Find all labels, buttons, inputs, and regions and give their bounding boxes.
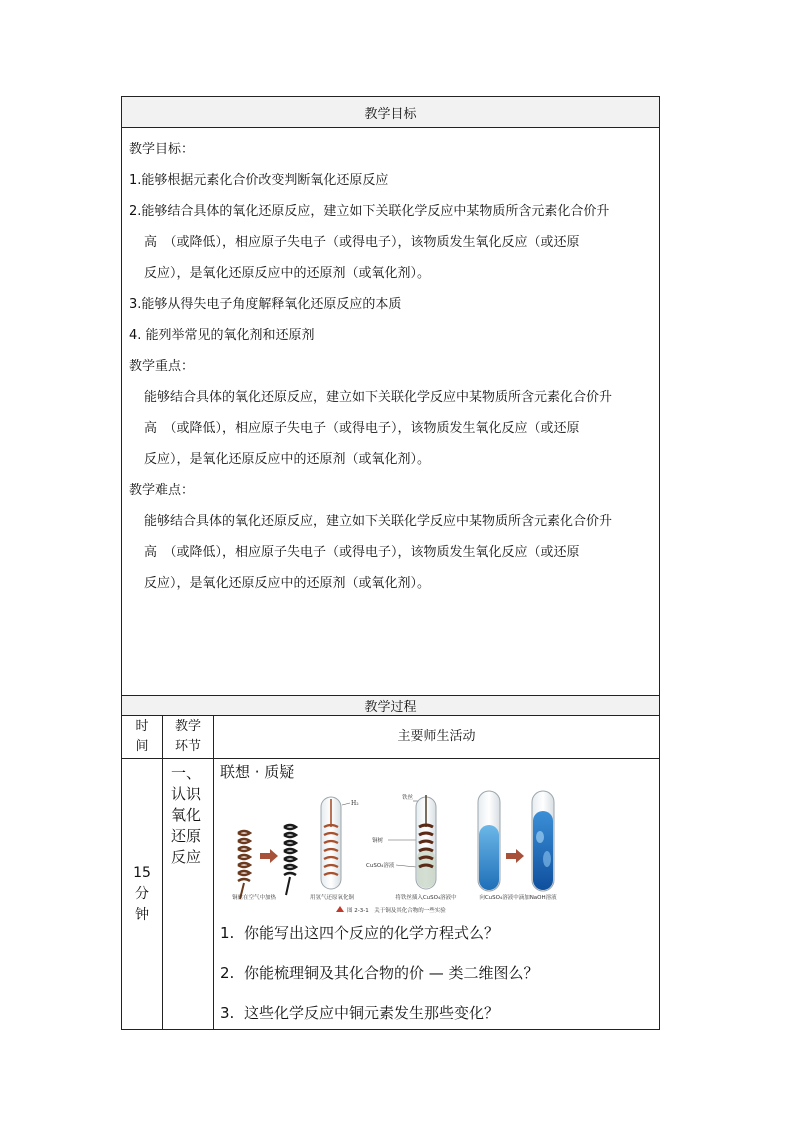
difficulties-line-1: 能够结合具体的氧化还原反应，建立如下关联化学反应中某物质所含元素化合价升 [144, 514, 613, 529]
label-iron-wire: 铁丝 [402, 795, 414, 801]
lesson-plan-table [121, 96, 660, 1030]
label-cuso4-solution: CuSO₄溶液 [366, 863, 395, 869]
process-header: 教学过程 [122, 696, 660, 716]
question-item-1: 1. 你能写出这四个反应的化学方程式么？ [220, 924, 500, 942]
arrow-right-icon [260, 849, 278, 863]
copper-coil-black-icon [284, 825, 296, 895]
phase-cell: 一、 认识 氧化 还原 反应 [163, 759, 214, 1030]
key-points-line-2: 高 （或降低），相应原子失电子（或得电子），该物质发生氧化反应（或还原 [144, 421, 580, 436]
question-list [220, 923, 659, 1024]
difficulties-label: 教学难点： [129, 483, 195, 498]
goals-label: 教学目标： [129, 142, 195, 157]
difficulties-line-3: 反应），是氧化还原反应中的还原剂（或氧化剂）。 [144, 576, 431, 591]
time-cell: 15 分 钟 [122, 759, 163, 1030]
lesson-plan-sheet [121, 96, 659, 1030]
goal-item-1: 1.能够根据元素化合价改变判断氧化还原反应 [129, 173, 389, 188]
figure-marker-icon [336, 906, 344, 912]
caption-2: 用氢气还原氧化铜 [309, 895, 355, 901]
goal-item-4: 4. 能列举常见的氧化剂和还原剂 [129, 328, 315, 343]
column-header-main-activities: 主要师生活动 [214, 716, 660, 759]
label-h2: H₂ [351, 800, 359, 807]
test-tube-hydrogen-icon [321, 797, 350, 889]
label-copper-tree: 铜树 [372, 838, 384, 844]
difficulties-line-2: 高 （或降低），相应原子失电子（或得电子），该物质发生氧化反应（或还原 [144, 545, 580, 560]
test-tube-cuso4-blue-icon [478, 791, 500, 891]
key-points-label: 教学重点： [129, 359, 195, 374]
figure-title: 图 2-3-1 关于铜及其化合物的一些实验 [347, 908, 446, 913]
copper-experiments-figure [220, 787, 580, 913]
objectives-body [122, 128, 660, 696]
question-item-2: 2. 你能梳理铜及其化合物的价 — 类二维图么？ [220, 964, 539, 982]
question-item-3: 3. 这些化学反应中铜元素发生那些变化？ [220, 1004, 500, 1022]
key-points-line-3: 反应），是氧化还原反应中的还原剂（或氧化剂）。 [144, 452, 431, 467]
copper-coil-brown-icon [238, 831, 250, 899]
goal-item-2-line-2: 高 （或降低），相应原子失电子（或得电子），该物质发生氧化反应（或还原 [144, 235, 580, 250]
caption-1: 铜丝在空气中加热 [231, 895, 277, 901]
caption-3: 将铁丝插入CuSO₄溶液中 [395, 895, 457, 901]
activity-subheading: 联想 · 质疑 [220, 763, 295, 781]
caption-4: 向CuSO₄溶液中滴加NaOH溶液 [479, 895, 557, 901]
main-activities-cell [214, 759, 660, 1030]
goal-item-3: 3.能够从得失电子角度解释氧化还原反应的本质 [129, 297, 402, 312]
test-tube-iron-wire-icon [388, 795, 436, 889]
column-header-time: 时 间 [122, 716, 163, 759]
test-tube-precipitate-icon [532, 791, 554, 891]
goal-item-2-line-3: 反应），是氧化还原反应中的还原剂（或氧化剂）。 [144, 266, 431, 281]
arrow-right-icon [506, 849, 524, 863]
key-points-line-1: 能够结合具体的氧化还原反应，建立如下关联化学反应中某物质所含元素化合价升 [144, 390, 613, 405]
column-header-phase: 教学 环节 [163, 716, 214, 759]
objectives-header: 教学目标 [122, 97, 660, 128]
goal-item-2-line-1: 2.能够结合具体的氧化还原反应，建立如下关联化学反应中某物质所含元素化合价升 [129, 204, 610, 219]
